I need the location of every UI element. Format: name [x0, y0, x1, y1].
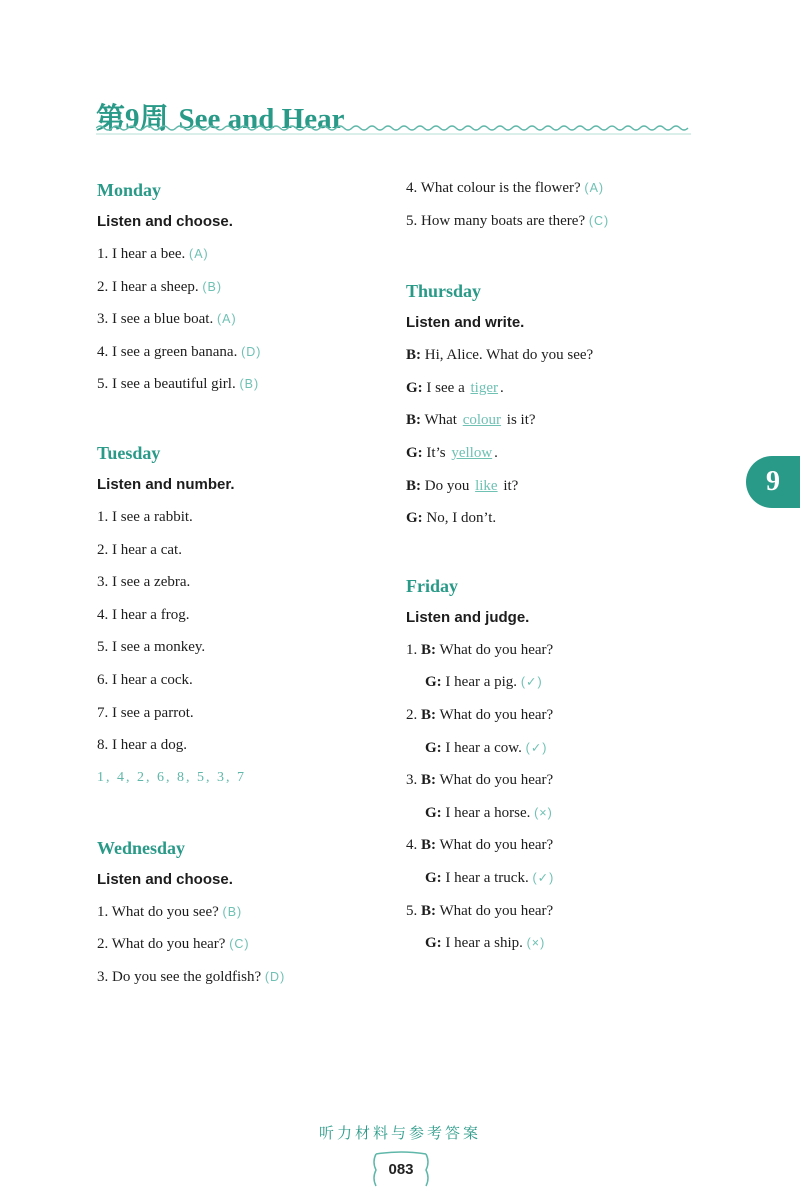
- answer: (B): [222, 904, 243, 919]
- dialogue-line: 4. B: What do you hear?: [406, 837, 554, 854]
- list-item: 4. What colour is the flower? (A): [406, 180, 605, 196]
- answer: (✓): [532, 870, 555, 885]
- dialogue-line: B: Hi, Alice. What do you see?: [406, 347, 594, 364]
- right-column: [406, 175, 736, 963]
- list-item: 1. I hear a bee. (A): [97, 246, 209, 262]
- filled-blank: colour: [462, 412, 502, 429]
- list-item: 7. I see a parrot.: [97, 704, 194, 721]
- list-item: 5. How many boats are there? (C): [406, 212, 610, 229]
- answer: (D): [264, 969, 286, 984]
- wavy-underline: [96, 124, 691, 136]
- dialogue-line: G: I hear a pig. (✓): [425, 674, 543, 691]
- filled-blank: tiger: [470, 379, 498, 396]
- list-item: 3. Do you see the goldfish? (D): [97, 968, 286, 985]
- week-label: 第9周: [96, 103, 169, 135]
- dialogue-line: G: I hear a ship. (×): [425, 935, 546, 952]
- day-heading-friday: Friday: [406, 575, 458, 596]
- answer: (A): [216, 312, 237, 327]
- footer-caption: 听力材料与参考答案: [318, 1124, 481, 1142]
- list-item: 1. I see a rabbit.: [97, 508, 193, 525]
- list-item: 8. I hear a dog.: [97, 737, 187, 754]
- answer: (A): [189, 247, 209, 261]
- list-item: 5. I see a monkey.: [97, 639, 206, 656]
- answer: (×): [526, 936, 546, 951]
- answer: (A): [584, 181, 605, 195]
- dialogue-line: G: I see a tiger .: [406, 379, 504, 396]
- list-item: 3. I see a blue boat. (A): [97, 311, 237, 328]
- dialogue-line: G: I hear a horse. (×): [425, 804, 553, 821]
- dialogue-line: B: Do you like it?: [406, 477, 519, 494]
- list-item: 2. I hear a cat.: [97, 541, 182, 558]
- answer: (C): [588, 213, 610, 228]
- list-item: 4. I hear a frog.: [97, 606, 190, 623]
- day-heading-thursday: Thursday: [406, 281, 482, 302]
- list-item: 6. I hear a cock.: [97, 671, 193, 688]
- instruction-tuesday: Listen and number.: [97, 475, 235, 493]
- dialogue-line: G: No, I don’t.: [406, 510, 497, 527]
- day-heading-tuesday: Tuesday: [97, 442, 161, 463]
- list-item: 2. What do you hear? (C): [97, 936, 250, 953]
- page-number: 083: [388, 1161, 414, 1178]
- dialogue-line: G: I hear a cow. (✓): [425, 739, 548, 756]
- day-heading-wednesday: Wednesday: [97, 837, 186, 858]
- dialogue-line: G: I hear a truck. (✓): [425, 869, 555, 886]
- list-item: 1. What do you see? (B): [97, 903, 243, 920]
- dialogue-line: 3. B: What do you hear?: [406, 772, 554, 789]
- filled-blank: like: [475, 477, 498, 494]
- answer: (×): [534, 805, 553, 820]
- instruction-thursday: Listen and write.: [406, 314, 525, 332]
- dialogue-line: 2. B: What do you hear?: [406, 706, 554, 723]
- list-item: 5. I see a beautiful girl. (B): [97, 376, 260, 393]
- answer: (✓): [525, 740, 548, 755]
- filled-blank: yellow: [451, 444, 493, 461]
- answer-sequence: 1, 4, 2, 6, 8, 5, 3, 7: [97, 769, 246, 785]
- dialogue-line: G: It’s yellow .: [406, 444, 498, 461]
- list-item: 4. I see a green banana. (D): [97, 343, 262, 360]
- dialogue-line: 5. B: What do you hear?: [406, 902, 554, 919]
- instruction-wednesday: Listen and choose.: [97, 870, 233, 888]
- chapter-tab: 9: [746, 456, 800, 508]
- dialogue-line: B: What colour is it?: [406, 412, 536, 429]
- answer: (B): [202, 279, 223, 294]
- answer: (C): [229, 937, 250, 952]
- unit-title: See and Hear: [178, 103, 345, 135]
- answer: (✓): [520, 675, 543, 690]
- list-item: 2. I hear a sheep. (B): [97, 278, 223, 295]
- list-item: 3. I see a zebra.: [97, 574, 191, 591]
- instruction-monday: Listen and choose.: [97, 213, 233, 230]
- dialogue-line: 1. B: What do you hear?: [406, 641, 554, 658]
- instruction-friday: Listen and judge.: [406, 608, 530, 626]
- day-heading-monday: Monday: [97, 180, 162, 200]
- left-column: [97, 177, 397, 997]
- answer: (D): [241, 344, 262, 359]
- answer: (B): [239, 377, 260, 392]
